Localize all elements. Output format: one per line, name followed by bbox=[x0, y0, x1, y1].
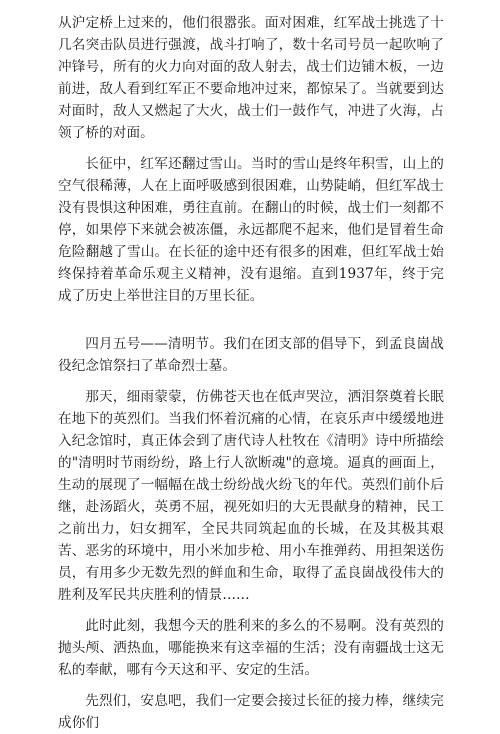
paragraph-martyrs-rest: 先烈们，安息吧，我们一定要会接过长征的接力棒，继续完成你们 bbox=[58, 693, 444, 731]
document-body bbox=[58, 12, 444, 734]
paragraph-gap bbox=[58, 681, 444, 690]
paragraph-snow-mountain: 长征中，红军还翻过雪山。当时的雪山是终年积雪，山上的空气很稀薄，人在上面呼吸感到很困难，山势陡峭，但红军战士没有畏惧这种困难，勇往直前。在翻山的时候，战士们一刻都不停，如果停下来就会被冻僵，永远都爬不起来，他们是冒着生命危险翻越了雪山。在长征的途中还有很多的困难，但红军战士始终保持着革命乐观主义精神，没有退缩。直到1937年，终于完成了历史上举世注目的万里长征。 bbox=[58, 156, 444, 304]
paragraph-gap bbox=[58, 144, 444, 153]
paragraph-gap bbox=[58, 377, 444, 386]
paragraph-memorial-visit: 那天，细雨蒙蒙，仿佛苍天也在低声哭泣，洒泪祭奠着长眠在地下的英烈们。当我们怀着沉痛的心情，在哀乐声中缓缓地进入纪念馆时，真正体会到了唐代诗人杜牧在《清明》诗中所描绘的"清明时节雨纷纷，路上行人欲断魂"的意境。逼真的画面上，生动的展现了一幅幅在战士纷纷战火纷飞的年代。英烈们前仆后继，赴汤蹈火，英勇不屈，视死如归的大无畏献身的精神，民工之前出力，妇女拥军，全民共同筑起血的长城，在及其极其艰苦、恶劣的环境中，用小米加步枪、用小车推弹药、用担架送伤员，有用多少无数先烈的鲜血和生命，取得了孟良崮战役伟大的胜利及军民共庆胜利的情景…… bbox=[58, 389, 444, 603]
paragraph-gap bbox=[58, 606, 444, 615]
paragraph-reflection: 此时此刻，我想今天的胜利来的多么的不易啊。没有英烈的抛头颅、洒热血，哪能换来有这幸福的生活；没有南疆战士这无私的奉献，哪有今天这和平、安定的生活。 bbox=[58, 618, 444, 678]
paragraph-luding-bridge: 从沪定桥上过来的，他们很嚣张。面对困难，红军战士挑选了十几名突击队员进行强渡，战斗打响了，数十名司号员一起吹响了冲锋号，所有的火力向对面的敌人射去，战士们边铺木板，一边前进，敌人看到红军正不要命地冲过来，都惊呆了。当就要到达对面时，敌人又燃起了大火，战士们一鼓作气，冲进了火海，占领了桥的对面。 bbox=[58, 15, 444, 141]
section-gap bbox=[58, 307, 444, 333]
paragraph-qingming: 四月五号——清明节。我们在团支部的倡导下，到孟良崮战役纪念馆祭扫了革命烈士墓。 bbox=[58, 336, 444, 374]
